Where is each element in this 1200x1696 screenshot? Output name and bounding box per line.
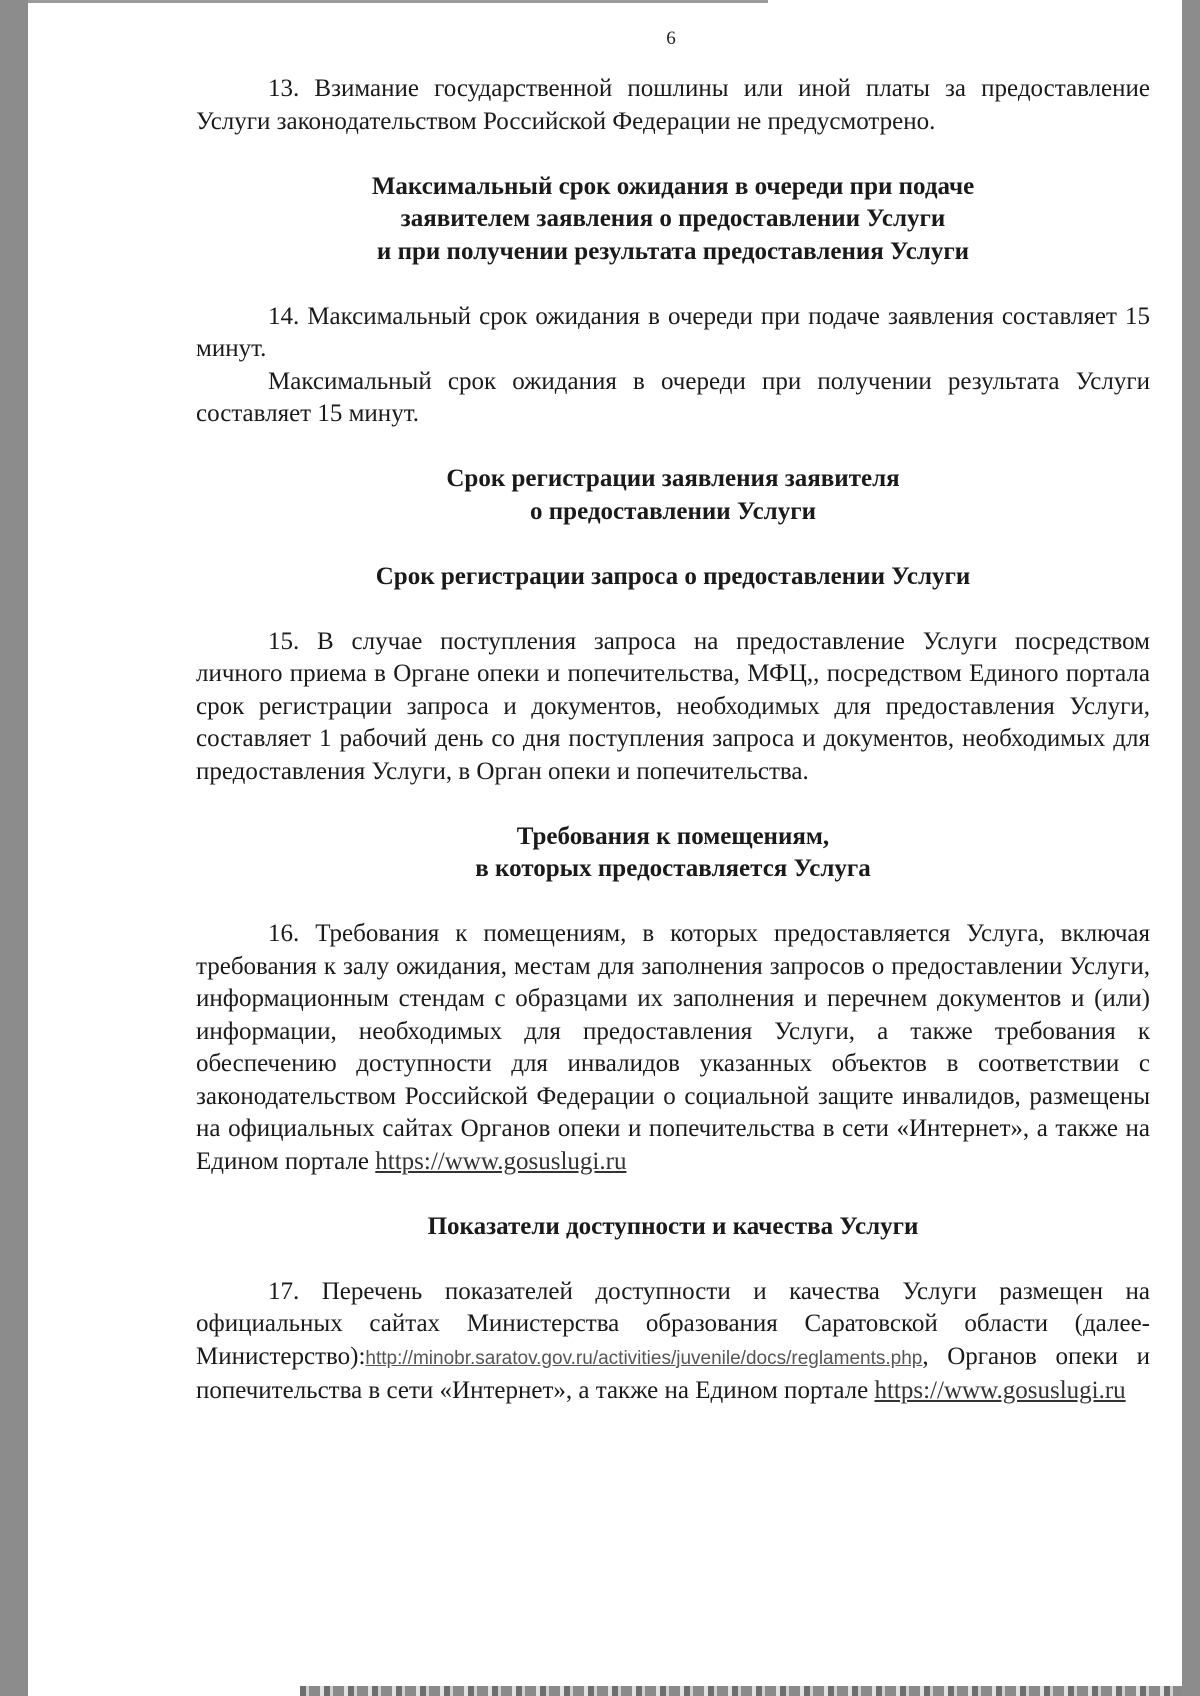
paragraph-14-cont: Максимальный срок ожидания в очереди при получении результата Услуги составляет 15 минут. xyxy=(196,367,1150,427)
heading-quality-indicators xyxy=(196,1211,1150,1244)
minobr-link[interactable]: http://minobr.saratov.gov.ru/activities/juvenile/docs/reglaments.php xyxy=(365,1347,923,1369)
page-number: 6 xyxy=(666,28,676,49)
heading-premises-requirements xyxy=(196,821,1150,886)
paragraph-17-comma: , xyxy=(922,1342,929,1370)
paragraph-16-text: 16. Требования к помещениям, в которых предоставляется Услуга, включая требования к залу ожидания, местам для заполнения запросов о предоставлении Услуги, информационным стендам с образцами их заполнения и перечнем документов и (или) информации, необходимых для предоставления Услуги, а также требования к обеспечению доступности для инвалидов указанных объектов в соответствии с законодательством Российской Федерации о социальной защите инвалидов, размещены на официальных сайтах Органов опеки и попечительства в сети «Интернет», а также на Едином портале xyxy=(196,920,1150,1175)
heading-line: и при получении результата предоставления Услуги xyxy=(376,237,970,265)
document-body xyxy=(196,73,1150,1408)
paragraph-17-text2: Органов опеки и попечительства в сети «Интернет», а также на Едином портале xyxy=(196,1342,1150,1404)
scan-bottom-strip xyxy=(300,1686,1182,1696)
heading-registration-application xyxy=(196,463,1150,528)
paragraph-15: 15. В случае поступления запроса на предоставление Услуги посредством личного приема в Органе опеки и попечительства, МФЦ,, посредством Единого портала срок регистрации запроса и документов, необходимых для предоставления Услуги, составляет 1 рабочий день со дня поступления запроса и документов, необходимых для предоставления Услуги, в Орган опеки и попечительства. xyxy=(196,627,1150,785)
heading-line: в которых предоставляется Услуга xyxy=(475,855,871,882)
scan-right-border xyxy=(1182,0,1200,1696)
heading-line: Срок регистрации запроса о предоставлении Услуги xyxy=(375,562,971,590)
heading-line: Показатели доступности и качества Услуги xyxy=(427,1212,919,1240)
gosuslugi-link[interactable]: https://www.gosuslugi.ru xyxy=(874,1377,1126,1404)
scan-left-border xyxy=(0,0,28,1696)
heading-line: Требования к помещениям, xyxy=(516,822,830,850)
paragraph-13: 13. Взимание государственной пошлины или иной платы за предоставление Услуги законодательством Российской Федерации не предусмотрено. xyxy=(196,75,1150,135)
gosuslugi-link[interactable]: https://www.gosuslugi.ru xyxy=(375,1147,627,1175)
scan-top-line xyxy=(28,0,768,3)
paragraph-16 xyxy=(196,918,1150,1178)
heading-registration-request xyxy=(196,561,1150,594)
heading-line: о предоставлении Услуги xyxy=(530,497,816,525)
paragraph-17 xyxy=(196,1276,1150,1408)
paragraph-17-text: 17. Перечень показателей доступности и качества Услуги размещен на официальных сайтах Министерства образования Саратовской области (далее-Министерство): xyxy=(196,1277,1150,1370)
paragraph-14: 14. Максимальный срок ожидания в очереди при подаче заявления составляет 15 минут. xyxy=(196,302,1150,362)
heading-line: Срок регистрации заявления заявителя xyxy=(446,465,900,492)
heading-queue-time xyxy=(196,171,1150,269)
heading-line: Максимальный срок ожидания в очереди при подаче xyxy=(371,172,975,200)
heading-line: заявителем заявления о предоставлении Услуги xyxy=(400,205,946,232)
